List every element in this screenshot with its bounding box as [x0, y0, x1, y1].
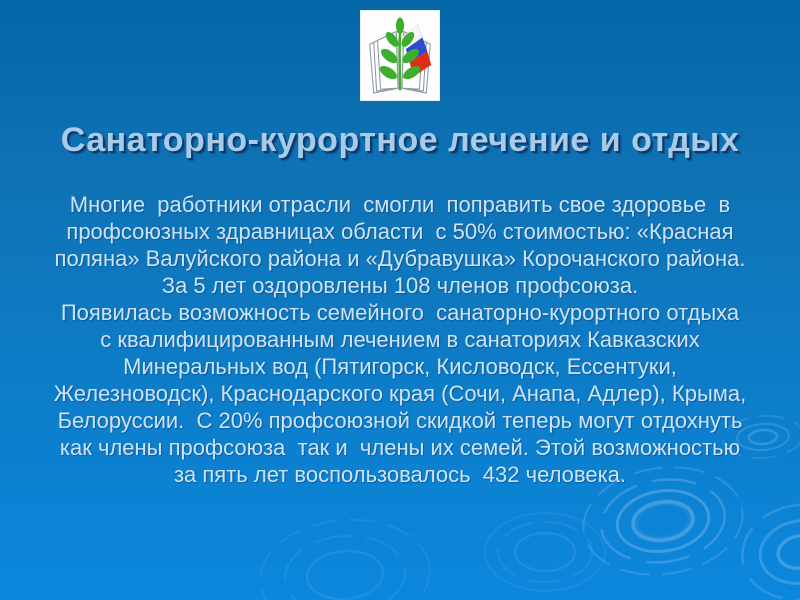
- body-line: Многие работники отрасли смогли поправить свое здоровье в: [69, 192, 731, 217]
- slide-body: [0, 191, 800, 488]
- slide-title: Санаторно-курортное лечение и отдых: [60, 121, 740, 159]
- body-line: Белоруссии. С 20% профсоюзной скидкой теперь могут отдохнуть: [57, 408, 743, 433]
- union-emblem-icon: [361, 11, 439, 100]
- body-line: за пять лет воспользовалось 432 человека.: [173, 462, 627, 487]
- body-line: с квалифицированным лечением в санаториях Кавказских: [100, 327, 700, 352]
- body-line: профсоюзных здравницах области с 50% стоимостью: «Красная: [66, 219, 734, 244]
- body-line: как члены профсоюза так и члены их семей. Этой возможностью: [59, 435, 741, 460]
- body-line: Минеральных вод (Пятигорск, Кисловодск, Ессентуки,: [123, 354, 677, 379]
- trade-union-logo: [360, 10, 440, 101]
- body-line: Железноводск), Краснодарского края (Сочи, Анапа, Адлер), Крыма,: [53, 381, 747, 406]
- body-line: Появилась возможность семейного санаторно-курортного отдыха: [60, 300, 740, 325]
- body-line: За 5 лет оздоровлены 108 членов профсоюза.: [161, 273, 639, 298]
- body-line: поляна» Валуйского района и «Дубравушка» Корочанского района.: [54, 246, 746, 271]
